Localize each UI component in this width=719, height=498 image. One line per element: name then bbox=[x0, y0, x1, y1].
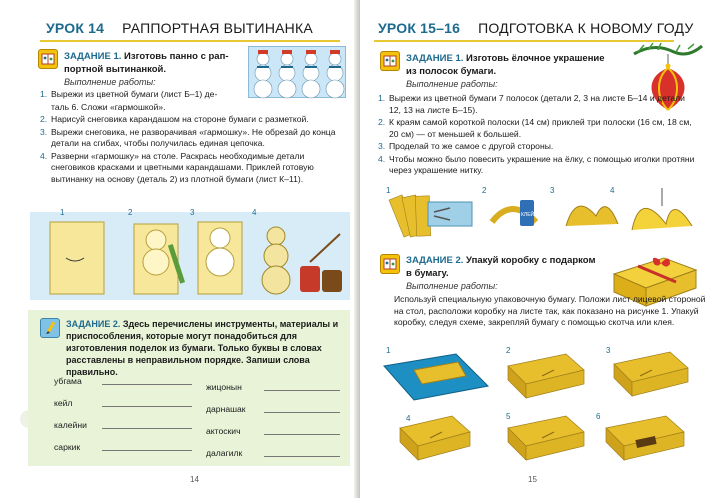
word-entry bbox=[206, 404, 246, 414]
step-item bbox=[40, 127, 346, 150]
task-title-line: Изготовь ёлочное украшение bbox=[466, 53, 605, 64]
lesson-number: УРОК 14 bbox=[46, 20, 105, 36]
wrapping-steps-illustration bbox=[370, 346, 710, 464]
answer-line[interactable] bbox=[102, 406, 192, 407]
answer-line[interactable] bbox=[102, 384, 192, 385]
step-item bbox=[40, 89, 346, 101]
task2-title bbox=[66, 318, 342, 378]
step-item bbox=[40, 151, 346, 186]
illustration-number: 2 bbox=[482, 186, 487, 195]
illustration-number: 6 bbox=[596, 412, 601, 421]
task1-steps bbox=[40, 89, 346, 186]
illustration-number: 3 bbox=[190, 208, 195, 217]
task1-title bbox=[64, 50, 228, 76]
step-text: К краям самой короткой полоски (14 см) приклей три полоски (16 см, 18 см, 20 см) — от меньшей к большей. bbox=[389, 117, 692, 139]
answer-line[interactable] bbox=[264, 390, 340, 391]
scrambled-word: далагилк bbox=[206, 448, 243, 458]
illustration-number: 3 bbox=[550, 186, 555, 195]
step-number: 1. bbox=[378, 93, 386, 103]
glue-label: КЛЕЙ bbox=[521, 212, 535, 218]
step-item bbox=[40, 114, 346, 126]
task1-subtitle: Выполнение работы: bbox=[64, 77, 156, 87]
step-number: 1. bbox=[40, 89, 48, 99]
word-entry bbox=[54, 420, 87, 430]
task-title-line: портной вытинанкой. bbox=[64, 64, 167, 75]
scrambled-word: жицонын bbox=[206, 382, 242, 392]
task-book-icon bbox=[38, 49, 58, 69]
scrambled-word: саркик bbox=[54, 442, 81, 452]
step-item bbox=[40, 102, 346, 114]
answer-line[interactable] bbox=[264, 456, 340, 457]
scrambled-word: дарнашак bbox=[206, 404, 246, 414]
illustration-number: 1 bbox=[60, 208, 65, 217]
task-pencil-icon bbox=[40, 318, 60, 338]
step-text: Вырежи из цветной бумаги (лист Б–1) де- bbox=[51, 89, 218, 99]
step-text: Проделай то же самое с другой стороны. bbox=[389, 141, 554, 151]
scrambled-word: кейл bbox=[54, 398, 73, 408]
task2-title bbox=[406, 254, 596, 280]
word-entry bbox=[54, 398, 72, 408]
step-number: 4. bbox=[378, 153, 386, 164]
lesson-title: ПОДГОТОВКА К НОВОМУ ГОДУ bbox=[478, 20, 694, 36]
step-number: 3. bbox=[378, 141, 386, 151]
step-number: 3. bbox=[40, 126, 48, 137]
illustration-number: 2 bbox=[506, 346, 511, 355]
scrambled-word: актоскич bbox=[206, 426, 241, 436]
answer-line[interactable] bbox=[102, 450, 192, 451]
answer-line[interactable] bbox=[102, 428, 192, 429]
lesson-header-left bbox=[46, 20, 313, 36]
answer-line[interactable] bbox=[264, 434, 340, 435]
task2-subtitle: Выполнение работы: bbox=[406, 281, 498, 291]
snowman-steps-illustration bbox=[30, 208, 350, 300]
task-label: ЗАДАНИЕ 1. bbox=[406, 53, 464, 64]
task1-steps bbox=[378, 93, 696, 178]
task-label: ЗАДАНИЕ 1. bbox=[64, 51, 122, 62]
illustration-number: 2 bbox=[128, 208, 133, 217]
header-rule bbox=[374, 40, 674, 42]
step-text: Нарисуй снеговика карандашом на стороне бумаги с разметкой. bbox=[51, 114, 309, 124]
left-page bbox=[0, 0, 358, 498]
step-text: Разверни «гармошку» на столе. Раскрась необходимые детали снеговиков красками и цветными карандашами. Приклей готовую вытинанку на основу (деталь 2) из плотной бумаги (лист К–11). bbox=[51, 150, 314, 184]
task1-subtitle: Выполнение работы: bbox=[406, 79, 498, 89]
word-entry bbox=[206, 382, 242, 392]
task-book-icon bbox=[380, 51, 400, 71]
page-number: 15 bbox=[528, 475, 537, 484]
step-text: таль 6. Сложи «гармошкой». bbox=[51, 101, 166, 112]
illustration-number: 4 bbox=[610, 186, 615, 195]
step-item bbox=[378, 117, 696, 140]
lesson-header-right bbox=[378, 20, 693, 36]
illustration-number: 1 bbox=[386, 346, 391, 355]
task1-title bbox=[406, 52, 605, 78]
scrambled-word: убгама bbox=[54, 376, 82, 386]
word-entry bbox=[54, 376, 82, 386]
task-label: ЗАДАНИЕ 2. bbox=[406, 255, 464, 266]
task-title-line: Упакуй коробку с подарком bbox=[466, 255, 596, 266]
step-number: 2. bbox=[378, 117, 386, 127]
illustration-number: 1 bbox=[386, 186, 391, 195]
header-rule bbox=[40, 40, 340, 42]
word-entry bbox=[54, 442, 80, 452]
task-title-line: в бумагу. bbox=[406, 268, 449, 279]
task-book-icon bbox=[380, 254, 400, 274]
word-entry bbox=[206, 426, 241, 436]
page-number: 14 bbox=[190, 475, 199, 484]
word-entry bbox=[206, 448, 242, 458]
task-title-line: из полосок бумаги. bbox=[406, 66, 497, 77]
illustration-number: 3 bbox=[606, 346, 611, 355]
illustration-number: 4 bbox=[252, 208, 257, 217]
step-text: Вырежи снеговика, не разворачивая «гармошку». Не обрезай до конца детали на сгибах, чтобы получилась единая цепочка. bbox=[51, 126, 336, 148]
step-number: 2. bbox=[40, 114, 48, 124]
ornament-steps-illustration bbox=[370, 186, 710, 238]
step-item bbox=[378, 154, 696, 177]
step-text: Чтобы можно было повесить украшение на ёлку, с помощью иголки протяни через украшение нитку. bbox=[389, 153, 695, 175]
step-item bbox=[378, 93, 696, 116]
lesson-title: РАППОРТНАЯ ВЫТИНАНКА bbox=[122, 20, 313, 36]
task-label: ЗАДАНИЕ 2. bbox=[66, 319, 121, 329]
task2-text: Используй специальную упаковочную бумагу. Положи лист лицевой стороной на стол, расположи коробку на листе так, как показано на рисунке 1. Упакуй коробку, следуя схеме, закрепляй бумагу с помощью скотча или клея. bbox=[394, 294, 706, 327]
step-text: Вырежи из цветной бумаги 7 полосок (детали 2, 3 на листе Б–14 и детали 12, 13 на листе Б–15). bbox=[389, 93, 685, 115]
lesson-number: УРОК 15–16 bbox=[378, 20, 461, 36]
illustration-number: 4 bbox=[406, 414, 411, 423]
scrambled-word: калейни bbox=[54, 420, 87, 430]
right-page bbox=[360, 0, 719, 498]
step-number: 4. bbox=[40, 150, 48, 161]
illustration-number: 5 bbox=[506, 412, 511, 421]
task2-text: Здесь перечислены инструменты, материалы и приспособления, которые могут понадобиться для изготовления поделок из бумаги. Только буквы в словах расставлены в неправильном порядке. Запиши слова правильно. bbox=[66, 319, 339, 377]
answer-line[interactable] bbox=[264, 412, 340, 413]
step-item bbox=[378, 141, 696, 153]
task-title-line: Изготовь панно с рап- bbox=[124, 51, 229, 62]
